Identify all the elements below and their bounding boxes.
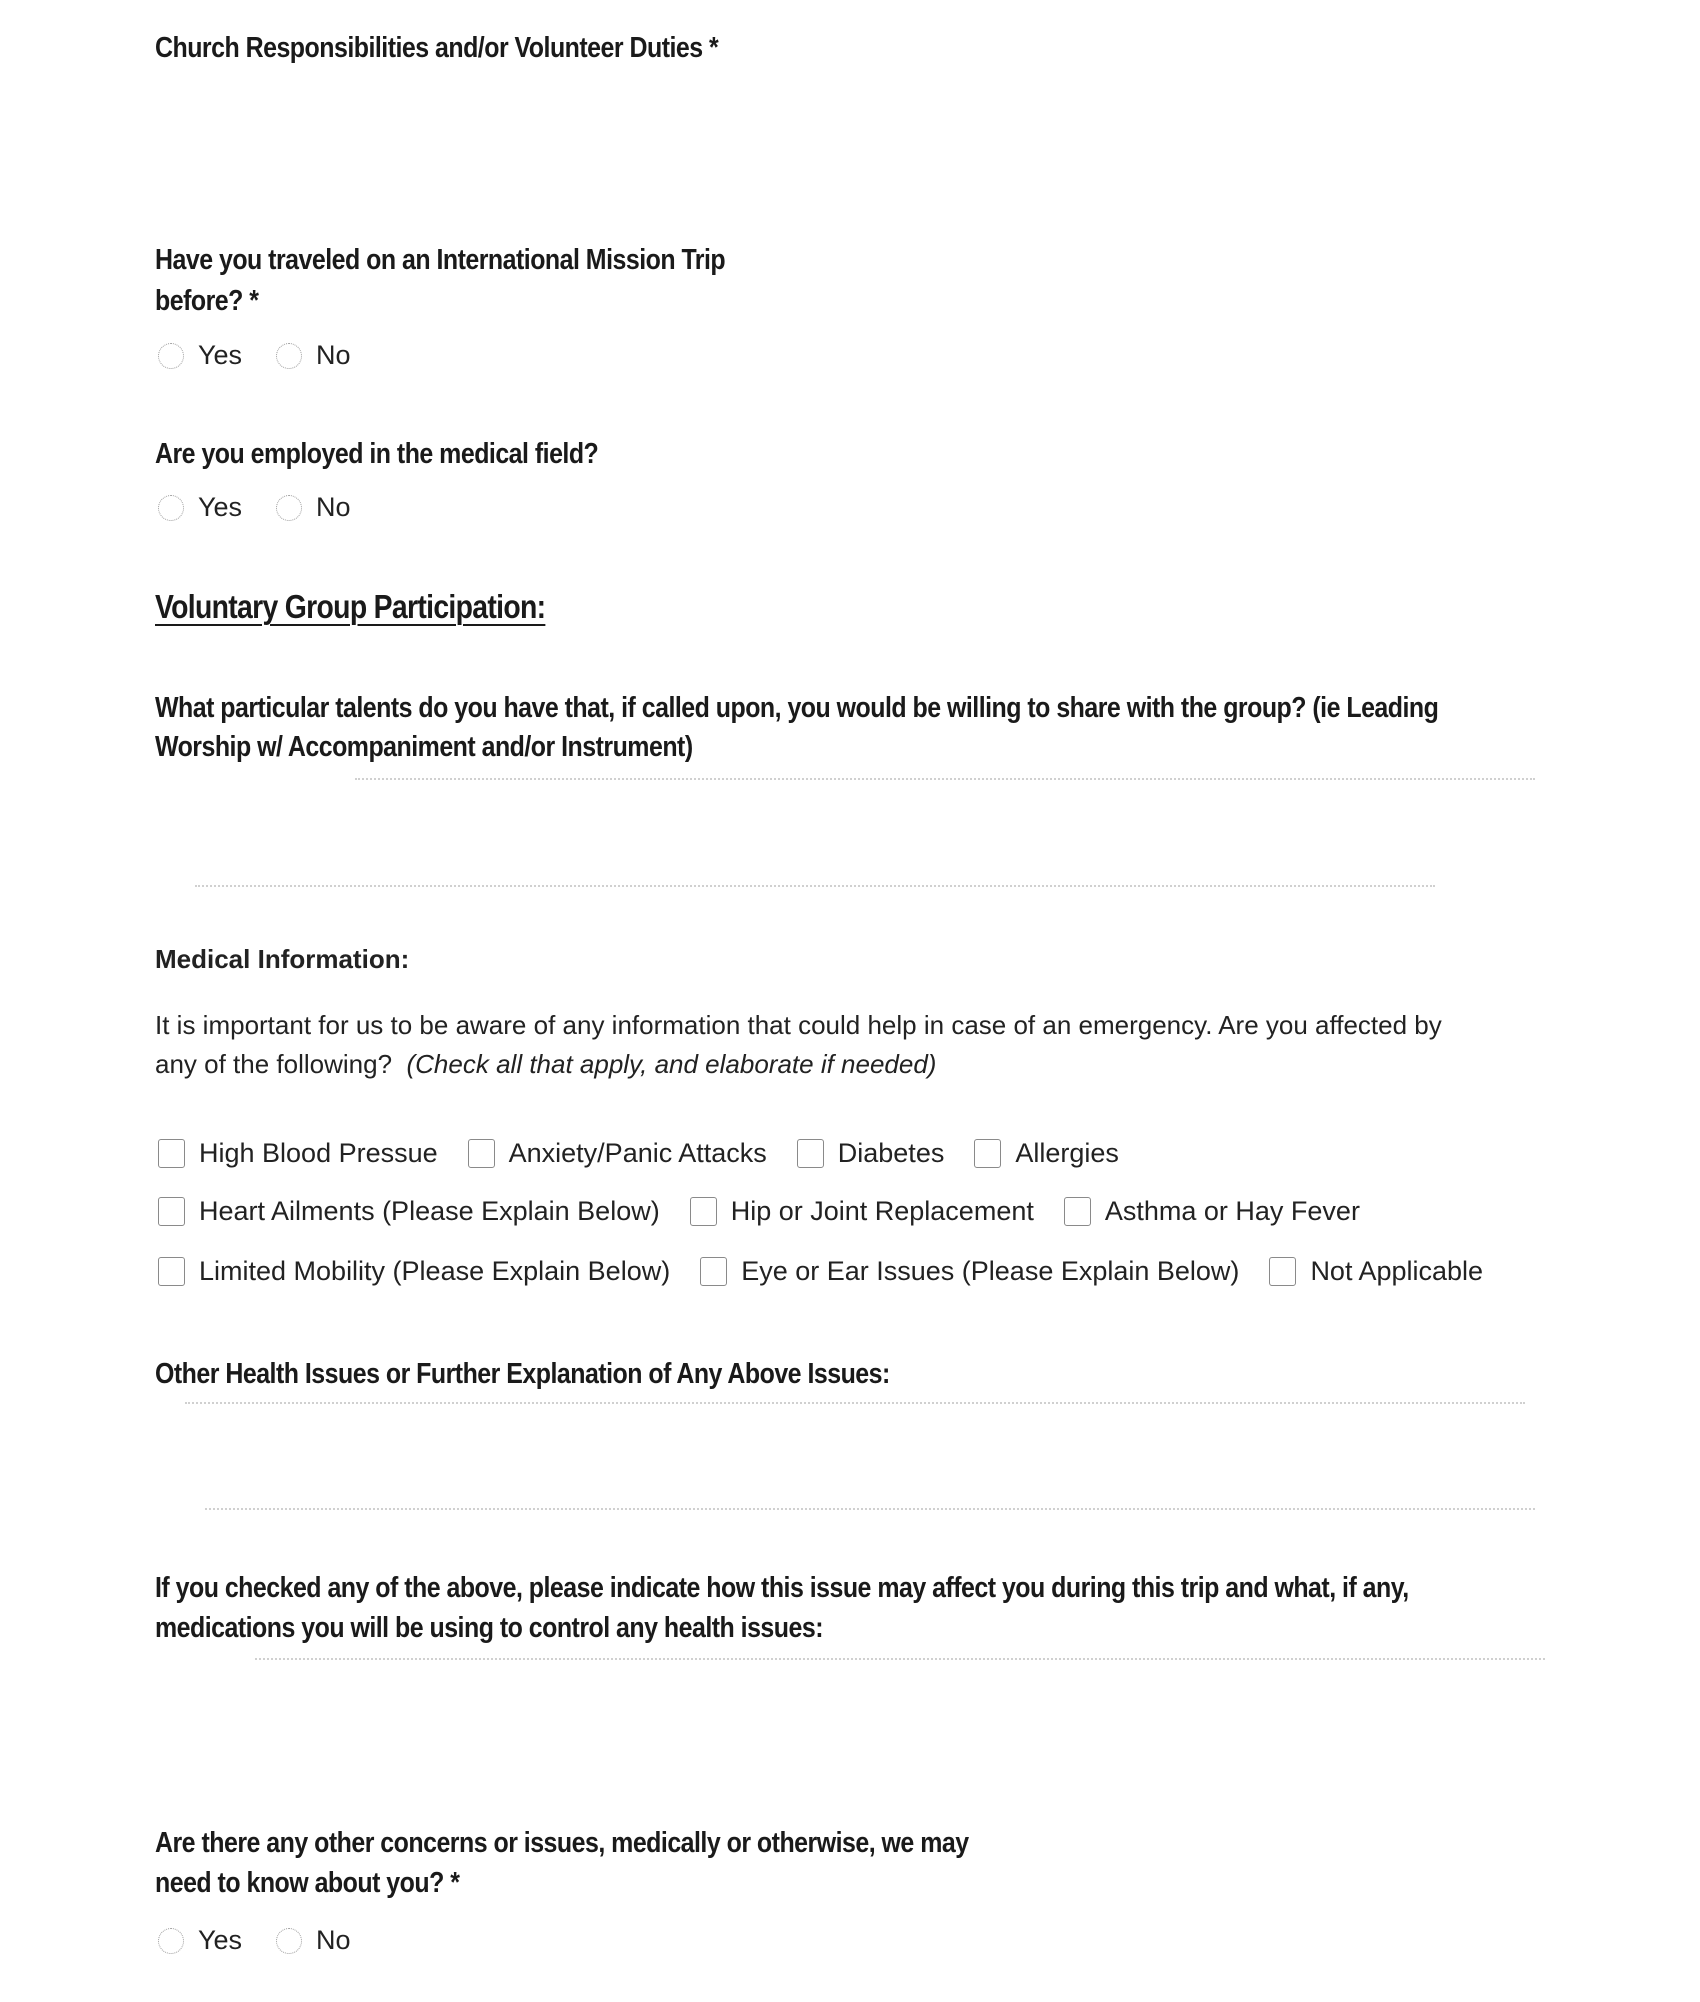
medical-field-label: Are you employed in the medical field?	[155, 438, 599, 470]
conditions-row-2	[158, 1196, 1360, 1227]
high-blood-pressure-label[interactable]: High Blood Pressue	[199, 1138, 438, 1168]
medical-field-yes-label[interactable]: Yes	[198, 492, 243, 522]
church-duties-field[interactable]	[155, 75, 1555, 215]
medical-intro-instruction: (Check all that apply, and elaborate if needed)	[406, 1049, 937, 1079]
medical-field-yes-radio[interactable]	[158, 495, 184, 521]
other-health-label: Other Health Issues or Further Explanation of Any Above Issues:	[155, 1358, 890, 1390]
medical-field-no-radio[interactable]	[276, 495, 302, 521]
medical-intro-line2	[155, 1045, 936, 1084]
field-bottom-border	[205, 1508, 1535, 1512]
anxiety-checkbox[interactable]	[468, 1139, 495, 1168]
medications-label-line2: medications you will be using to control any health issues:	[155, 1612, 824, 1644]
field-top-border	[255, 1658, 1545, 1662]
intl-trip-label-line2: before? *	[155, 285, 259, 317]
heart-ailments-checkbox[interactable]	[158, 1197, 185, 1226]
other-concerns-options	[158, 1925, 385, 1956]
intl-trip-label-line1: Have you traveled on an International Mission Trip	[155, 244, 726, 276]
eye-ear-label[interactable]: Eye or Ear Issues (Please Explain Below)	[741, 1256, 1240, 1286]
intl-trip-options	[158, 340, 385, 371]
eye-ear-checkbox[interactable]	[700, 1257, 727, 1286]
other-concerns-no-radio[interactable]	[276, 1928, 302, 1954]
asthma-checkbox[interactable]	[1064, 1197, 1091, 1226]
other-concerns-yes-label[interactable]: Yes	[198, 1925, 243, 1955]
medical-intro-line1: It is important for us to be aware of any information that could help in case of an emergency. Are you affected by	[155, 1010, 1442, 1040]
asthma-label[interactable]: Asthma or Hay Fever	[1104, 1196, 1360, 1226]
medical-intro-plain: any of the following?	[155, 1049, 407, 1079]
other-concerns-yes-radio[interactable]	[158, 1928, 184, 1954]
field-bottom-border	[195, 885, 1435, 889]
other-concerns-no-label[interactable]: No	[316, 1925, 351, 1955]
intl-trip-no-radio[interactable]	[276, 343, 302, 369]
talents-label-line1: What particular talents do you have that, if called upon, you would be willing to share with the group? (ie Leading	[155, 692, 1439, 724]
medical-field-no-label[interactable]: No	[316, 492, 351, 522]
high-blood-pressure-checkbox[interactable]	[158, 1139, 185, 1168]
conditions-row-3	[158, 1256, 1483, 1287]
diabetes-label[interactable]: Diabetes	[837, 1138, 945, 1168]
medical-info-heading: Medical Information:	[155, 944, 410, 974]
field-top-border	[185, 1402, 1525, 1406]
hip-joint-label[interactable]: Hip or Joint Replacement	[730, 1196, 1034, 1226]
heart-ailments-label[interactable]: Heart Ailments (Please Explain Below)	[199, 1196, 660, 1226]
not-applicable-label[interactable]: Not Applicable	[1310, 1256, 1484, 1286]
talents-label-line2: Worship w/ Accompaniment and/or Instrument)	[155, 731, 693, 763]
other-health-field[interactable]	[155, 1400, 1545, 1515]
medical-field-options	[158, 492, 385, 523]
voluntary-group-heading: Voluntary Group Participation:	[155, 588, 546, 625]
church-duties-label: Church Responsibilities and/or Volunteer Duties *	[155, 32, 719, 64]
diabetes-checkbox[interactable]	[797, 1139, 824, 1168]
other-concerns-label-line2: need to know about you? *	[155, 1867, 460, 1899]
allergies-label[interactable]: Allergies	[1015, 1138, 1119, 1168]
limited-mobility-checkbox[interactable]	[158, 1257, 185, 1286]
not-applicable-checkbox[interactable]	[1269, 1257, 1296, 1286]
limited-mobility-label[interactable]: Limited Mobility (Please Explain Below)	[199, 1256, 671, 1286]
field-top-border	[355, 778, 1535, 782]
medications-field[interactable]	[155, 1655, 1545, 1805]
talents-field[interactable]	[155, 775, 1545, 890]
conditions-row-1	[158, 1138, 1119, 1169]
anxiety-label[interactable]: Anxiety/Panic Attacks	[508, 1138, 767, 1168]
intl-trip-yes-label[interactable]: Yes	[198, 340, 243, 370]
medications-label-line1: If you checked any of the above, please indicate how this issue may affect you during this trip and what, if any,	[155, 1572, 1409, 1604]
intl-trip-no-label[interactable]: No	[316, 340, 351, 370]
other-concerns-label-line1: Are there any other concerns or issues, medically or otherwise, we may	[155, 1827, 969, 1859]
hip-joint-checkbox[interactable]	[690, 1197, 717, 1226]
intl-trip-yes-radio[interactable]	[158, 343, 184, 369]
allergies-checkbox[interactable]	[974, 1139, 1001, 1168]
